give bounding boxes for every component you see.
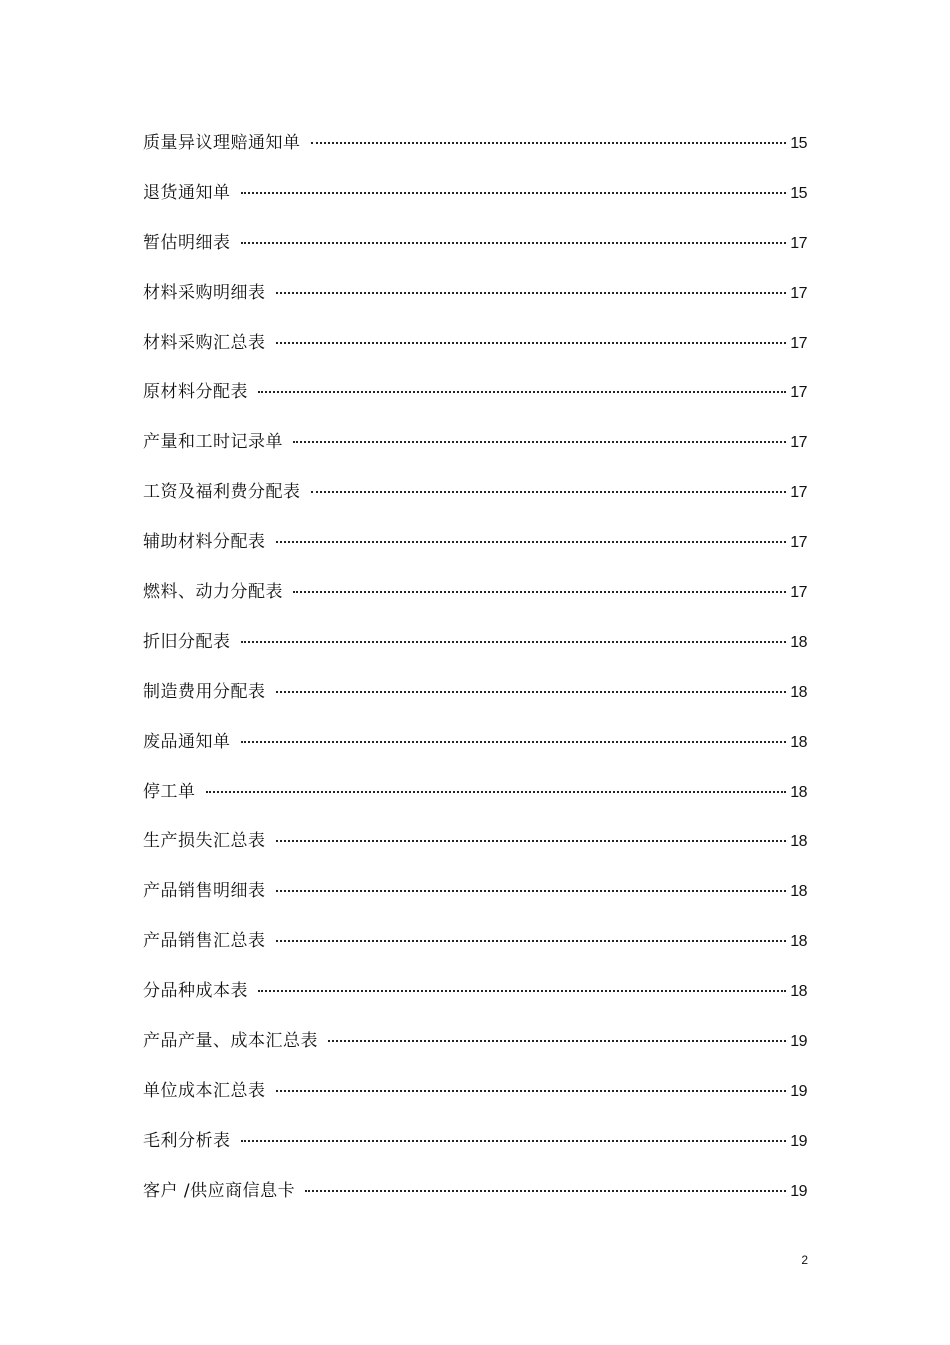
- toc-dot-leader: [293, 591, 786, 593]
- toc-entry-title[interactable]: 退货通知单: [143, 182, 231, 203]
- toc-entry-page-number[interactable]: 18: [790, 983, 807, 1001]
- toc-entry-title[interactable]: 折旧分配表: [143, 631, 231, 652]
- toc-entry[interactable]: [143, 568, 807, 618]
- toc-entry[interactable]: [143, 768, 807, 818]
- toc-entry-title[interactable]: 暂估明细表: [143, 232, 231, 253]
- toc-entry-page-number[interactable]: 19: [790, 1082, 807, 1100]
- toc-entry[interactable]: [143, 169, 807, 219]
- toc-entry-title[interactable]: 工资及福利费分配表: [143, 482, 301, 503]
- toc-entry-page-number[interactable]: 19: [790, 1132, 807, 1150]
- toc-dot-leader: [311, 142, 787, 144]
- toc-dot-leader: [311, 491, 787, 493]
- toc-entry-title[interactable]: 材料采购汇总表: [143, 332, 266, 353]
- toc-entry-title[interactable]: 产品产量、成本汇总表: [143, 1031, 318, 1052]
- page-number: 2: [801, 1253, 808, 1267]
- toc-dot-leader: [241, 741, 787, 743]
- toc-entry-title[interactable]: 制造费用分配表: [143, 681, 266, 702]
- toc-entry-title[interactable]: 产品销售汇总表: [143, 931, 266, 952]
- toc-entry[interactable]: [143, 1167, 807, 1217]
- toc-dot-leader: [276, 342, 787, 344]
- toc-dot-leader: [276, 691, 787, 693]
- toc-dot-leader: [276, 541, 787, 543]
- toc-dot-leader: [276, 840, 787, 842]
- toc-entry-title[interactable]: 质量异议理赔通知单: [143, 133, 301, 153]
- toc-entry-title[interactable]: 毛利分析表: [143, 1130, 231, 1151]
- toc-entry-title[interactable]: 单位成本汇总表: [143, 1080, 266, 1101]
- toc-dot-leader: [241, 242, 787, 244]
- toc-entry-page-number[interactable]: 17: [790, 534, 807, 552]
- toc-entry-title[interactable]: 原材料分配表: [143, 382, 248, 403]
- toc-entry[interactable]: [143, 718, 807, 768]
- toc-dot-leader: [241, 1140, 787, 1142]
- toc-entry-page-number[interactable]: 18: [790, 833, 807, 851]
- toc-entry-title[interactable]: 辅助材料分配表: [143, 532, 266, 553]
- toc-dot-leader: [305, 1190, 786, 1192]
- toc-entry[interactable]: [143, 867, 807, 917]
- toc-entry[interactable]: [143, 1067, 807, 1117]
- toc-entry[interactable]: [143, 668, 807, 718]
- toc-entry[interactable]: [143, 319, 807, 369]
- toc-dot-leader: [328, 1040, 786, 1042]
- toc-entry-title[interactable]: 废品通知单: [143, 731, 231, 752]
- toc-entry[interactable]: [143, 817, 807, 867]
- toc-entry[interactable]: [143, 618, 807, 668]
- toc-entry[interactable]: [143, 917, 807, 967]
- toc-entry[interactable]: [143, 269, 807, 319]
- toc-entry[interactable]: [143, 1117, 807, 1167]
- toc-entry-page-number[interactable]: 17: [790, 234, 807, 252]
- toc-dot-leader: [276, 940, 787, 942]
- toc-dot-leader: [241, 192, 787, 194]
- toc-entry[interactable]: [143, 468, 807, 518]
- toc-entry-page-number[interactable]: 18: [790, 883, 807, 901]
- toc-entry[interactable]: [143, 418, 807, 468]
- toc-entry-page-number[interactable]: 17: [790, 484, 807, 502]
- toc-entry-title[interactable]: 燃料、动力分配表: [143, 582, 283, 603]
- toc-entry[interactable]: [143, 518, 807, 568]
- toc-dot-leader: [206, 791, 787, 793]
- toc-entry-page-number[interactable]: 15: [790, 184, 807, 202]
- toc-entry-page-number[interactable]: 18: [790, 683, 807, 701]
- toc-dot-leader: [293, 441, 786, 443]
- toc-dot-leader: [276, 292, 787, 294]
- toc-dot-leader: [258, 990, 786, 992]
- toc-dot-leader: [276, 1090, 787, 1092]
- toc-entry-page-number[interactable]: 18: [790, 933, 807, 951]
- toc-entry[interactable]: [143, 119, 807, 169]
- toc-entry[interactable]: [143, 219, 807, 269]
- toc-entry-page-number[interactable]: 17: [790, 384, 807, 402]
- toc-entry-title[interactable]: 分品种成本表: [143, 981, 248, 1002]
- toc-entry[interactable]: [143, 967, 807, 1017]
- toc-dot-leader: [276, 890, 787, 892]
- toc-entry-page-number[interactable]: 15: [790, 135, 807, 152]
- toc-entry-page-number[interactable]: 17: [790, 434, 807, 452]
- toc-entry-title[interactable]: 产量和工时记录单: [143, 432, 283, 453]
- toc-entry-page-number[interactable]: 18: [790, 733, 807, 751]
- table-of-contents: [143, 119, 807, 1217]
- toc-dot-leader: [258, 391, 786, 393]
- toc-entry-page-number[interactable]: 18: [790, 633, 807, 651]
- toc-entry-title[interactable]: 产品销售明细表: [143, 881, 266, 902]
- toc-entry[interactable]: [143, 1017, 807, 1067]
- toc-entry-page-number[interactable]: 17: [790, 584, 807, 602]
- toc-dot-leader: [241, 641, 787, 643]
- toc-entry-page-number[interactable]: 17: [790, 334, 807, 352]
- toc-entry[interactable]: [143, 368, 807, 418]
- toc-entry-page-number[interactable]: 19: [790, 1182, 807, 1200]
- toc-entry-title[interactable]: 停工单: [143, 781, 196, 802]
- toc-entry-title[interactable]: 客户 /供应商信息卡: [143, 1180, 296, 1201]
- toc-entry-page-number[interactable]: 18: [790, 783, 807, 801]
- toc-entry-page-number[interactable]: 17: [790, 284, 807, 302]
- toc-entry-title[interactable]: 生产损失汇总表: [143, 831, 266, 852]
- toc-entry-title[interactable]: 材料采购明细表: [143, 282, 266, 303]
- toc-entry-page-number[interactable]: 19: [790, 1033, 807, 1051]
